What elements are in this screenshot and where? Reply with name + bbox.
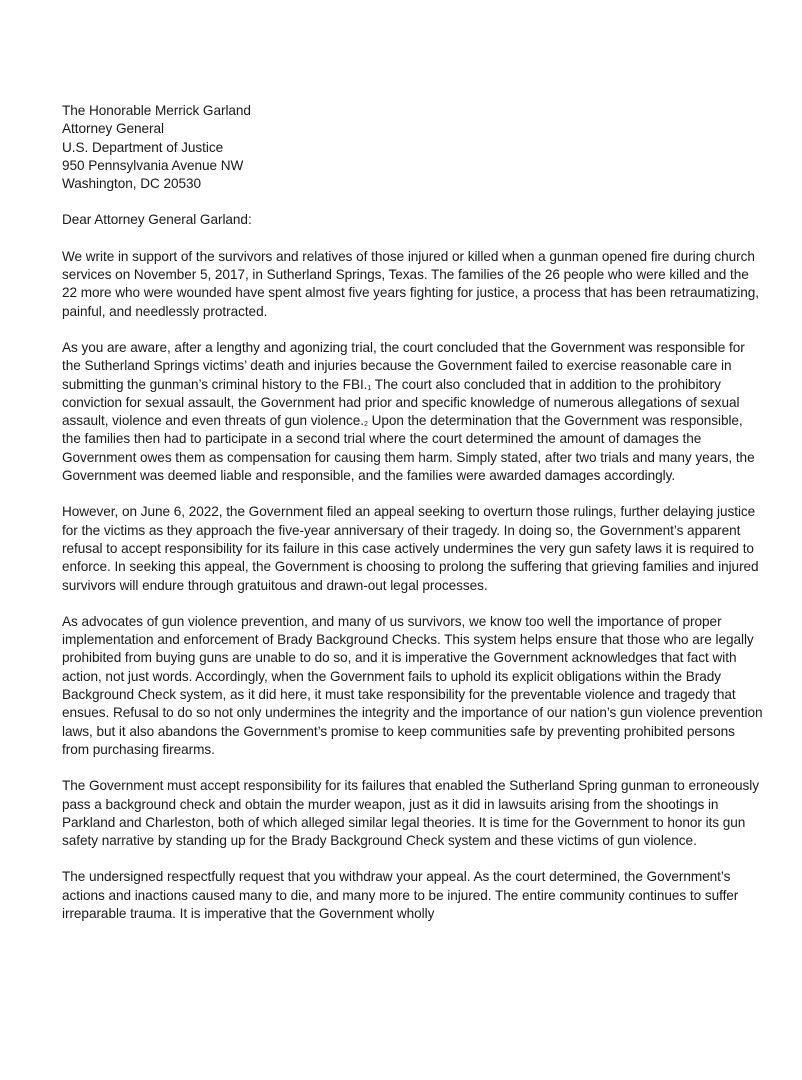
recipient-title: Attorney General [62, 121, 164, 137]
recipient-department: U.S. Department of Justice [62, 139, 224, 155]
paragraph-2-part-b: The court also concluded that in addition to the prohibitory conviction for sexual assault, the Government had prior and specific knowledge of numerous allegations of sexual assault, violence and even threats of gun violence. [62, 376, 740, 429]
footnote-marker-2: 2 [364, 421, 368, 429]
paragraph-5: The Government must accept responsibility for its failures that enabled the Sutherland Spring gunman to erroneously pass a background check and obtain the murder weapon, just as it did in lawsuits arising from the shootings in Parkland and Charleston, both of which alleged similar legal theories. It is time for the Government to honor its gun safety narrative by standing up for the Brady Background Check system and these victims of gun violence. [62, 778, 759, 849]
paragraph-4: As advocates of gun violence prevention, and many of us survivors, we know too well the importance of proper implementation and enforcement of Brady Background Checks. This system helps ensure that those who are legally prohibited from buying guns are unable to do so, and it is imperative the Government acknowledges that fact with action, not just words. Accordingly, when the Government fails to uphold its explicit obligations within the Brady Background Check system, as it did here, it must take responsibility for the preventable violence and tragedy that ensues. Refusal to do so not only undermines the integrity and the importance of our nation’s gun violence prevention laws, but it also abandons the Government’s promise to keep communities safe by preventing prohibited persons from purchasing firearms. [62, 613, 763, 757]
paragraph-2 [62, 339, 764, 485]
recipient-name: The Honorable Merrick Garland [62, 103, 251, 118]
salutation: Dear Attorney General Garland: [62, 212, 252, 228]
paragraph-1: We write in support of the survivors and relatives of those injured or killed when a gunman opened fire during church services on November 5, 2017, in Sutherland Springs, Texas. The families of the 26 people who were killed and the 22 more who were wounded have spent almost five years fighting for justice, a process that has been retraumatizing, painful, and needlessly protracted. [62, 248, 759, 319]
paragraph-2-part-c: Upon the determination that the Government was responsible, the families then had to participate in a second trial where the court determined the amount of damages the Government owes them as compensation for causing them harm. Simply stated, after two trials and many years, the Government was deemed liable and responsible, and the families were awarded damages accordingly. [62, 413, 755, 484]
paragraph-6: The undersigned respectfully request that you withdraw your appeal. As the court determined, the Government’s actions and inactions caused many to die, and many more to be injured. The entire community continues to suffer irreparable trauma. It is imperative that the Government wholly [62, 869, 739, 921]
recipient-city: Washington, DC 20530 [62, 176, 202, 192]
paragraph-3: However, on June 6, 2022, the Government filed an appeal seeking to overturn those rulings, further delaying justice for the victims as they approach the five-year anniversary of their tragedy. In doing so, the Government’s apparent refusal to accept responsibility for its failure in this case actively undermines the very gun safety laws it is required to enforce. In seeking this appeal, the Government is choosing to prolong the suffering that grieving families and injured survivors will endure through gratuitous and drawn-out legal processes. [62, 504, 759, 593]
paragraph-2-part-a: As you are aware, after a lengthy and agonizing trial, the court concluded that the Government was responsible for the Sutherland Springs victims’ death and injuries because the Government failed to exercise reasonable care in submitting the gunman’s criminal history to the FBI. [62, 339, 745, 392]
footnote-marker-1: 1 [367, 384, 372, 392]
recipient-address [62, 102, 764, 193]
recipient-street: 950 Pennsylvania Avenue NW [62, 157, 244, 173]
